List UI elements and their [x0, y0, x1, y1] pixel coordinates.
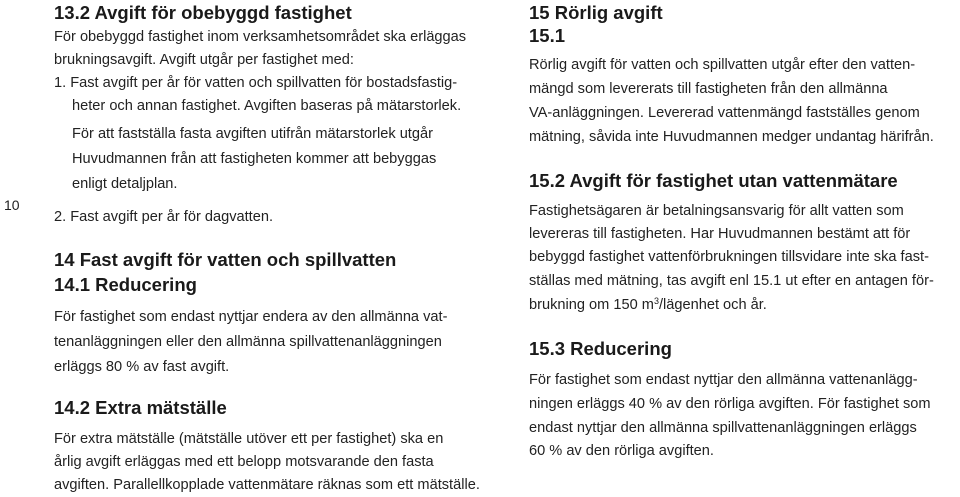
section-13-2-line: brukningsavgift. Avgift utgår per fastighet med: — [54, 52, 354, 68]
section-15-2-line: bebyggd fastighet vattenförbrukningen tillsvidare inte ska fast- — [529, 249, 929, 265]
section-13-2-list-item-2: 2. Fast avgift per år för dagvatten. — [54, 209, 274, 225]
section-14-1-heading: 14.1 Reducering — [54, 274, 197, 295]
section-15-2-line — [529, 294, 767, 317]
section-14-2-heading: 14.2 Extra mätställe — [54, 397, 227, 418]
section-15-1-line: mängd som levererats till fastigheten från den allmänna — [529, 81, 888, 97]
superscript-three: 3 — [653, 296, 659, 306]
section-15-3-line: För fastighet som endast nyttjar den allmänna vattenanlägg- — [529, 372, 918, 388]
section-15-3-line: endast nyttjar den allmänna spillvattenanläggningen erläggs — [529, 420, 917, 436]
section-15-1-line: VA-anläggningen. Levererad vattenmängd fastställes genom — [529, 105, 920, 121]
section-15-2-last-line-text: brukning om 150 m — [529, 297, 654, 313]
section-14-1-line: tenanläggningen eller den allmänna spillvattenanläggningen — [54, 334, 442, 350]
section-15-1-line: mätning, såvida inte Huvudmannen medger undantag härifrån. — [529, 129, 934, 145]
section-13-2-list-item-1: 1. Fast avgift per år för vatten och spillvatten för bostadsfastig- — [54, 75, 458, 91]
section-15-3-line: 60 % av den rörliga avgiften. — [529, 443, 714, 459]
section-14-1-line: erläggs 80 % av fast avgift. — [54, 359, 230, 375]
section-15-heading: 15 Rörlig avgift — [529, 2, 663, 23]
section-15-3-heading: 15.3 Reducering — [529, 338, 672, 359]
section-15-3-line: ningen erläggs 40 % av den rörliga avgiften. För fastighet som — [529, 396, 931, 412]
section-13-2-list-item-1-cont: enligt detaljplan. — [72, 176, 178, 192]
section-15-2-last-line-tail: /lägenhet och år. — [658, 297, 767, 313]
section-15-2-heading: 15.2 Avgift för fastighet utan vattenmätare — [529, 170, 898, 191]
section-14-1-line: För fastighet som endast nyttjar endera av den allmänna vat- — [54, 309, 448, 325]
section-13-2-heading: 13.2 Avgift för obebyggd fastighet — [54, 2, 352, 23]
section-15-2-line: ställas med mätning, tas avgift enl 15.1 ut efter en antagen för- — [529, 273, 934, 289]
section-13-2-line: För obebyggd fastighet inom verksamhetsområdet ska erläggas — [54, 29, 467, 45]
section-14-2-line: årlig avgift erläggas med ett belopp motsvarande den fasta — [54, 454, 434, 470]
section-14-heading: 14 Fast avgift för vatten och spillvatten — [54, 249, 397, 270]
section-15-2-line: levereras till fastigheten. Har Huvudmannen bestämt att för — [529, 226, 911, 242]
section-15-1-line: Rörlig avgift för vatten och spillvatten utgår efter den vatten- — [529, 57, 916, 73]
page-number: 10 — [4, 197, 20, 213]
section-15-1-heading: 15.1 — [529, 25, 566, 46]
section-14-2-line: För extra mätställe (mätställe utöver ett per fastighet) ska en — [54, 431, 444, 447]
section-15-2-line: Fastighetsägaren är betalningsansvarig för allt vatten som — [529, 203, 904, 219]
section-13-2-list-item-1-cont: För att fastställa fasta avgiften utifrån mätarstorlek utgår — [72, 126, 433, 142]
section-13-2-list-item-1-cont: Huvudmannen från att fastigheten kommer att bebyggas — [72, 151, 437, 167]
section-14-2-line: avgiften. Parallellkopplade vattenmätare räknas som ett mätställe. — [54, 477, 480, 493]
section-13-2-list-item-1-cont: heter och annan fastighet. Avgiften baseras på mätarstorlek. — [72, 98, 462, 114]
